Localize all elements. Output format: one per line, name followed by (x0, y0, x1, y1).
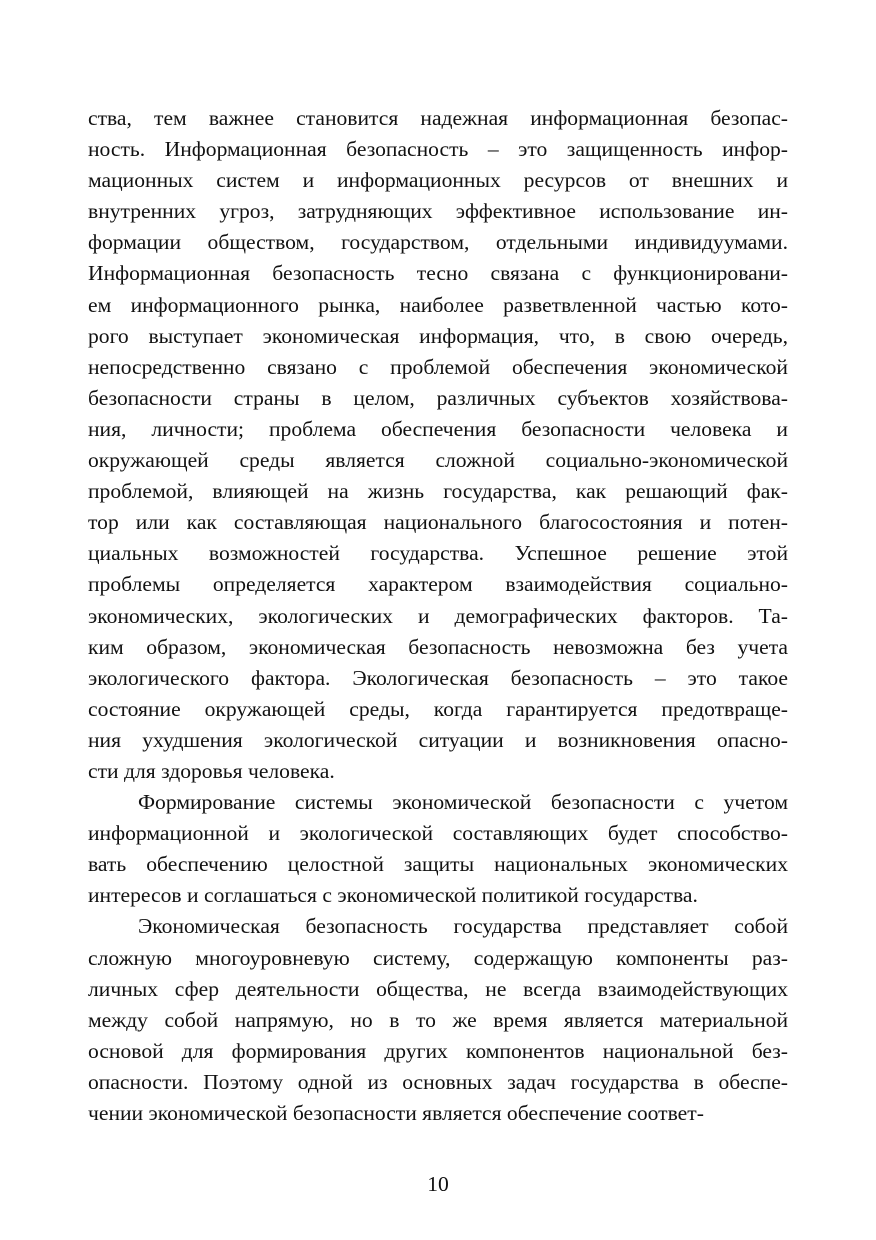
page-number: 10 (427, 1172, 449, 1196)
text-line: вать обеспечению целостной защиты национальных экономических (88, 852, 788, 877)
text-line: мационных систем и информационных ресурсов от внешних и (88, 168, 788, 193)
body-text (88, 103, 788, 1129)
text-line: ем информационного рынка, наиболее разветвленной частью кото- (88, 292, 788, 317)
text-line: внутренних угроз, затрудняющих эффективное использование ин- (88, 199, 788, 224)
text-line: безопасности страны в целом, различных субъектов хозяйствова- (88, 385, 788, 410)
text-line: ния ухудшения экологической ситуации и возникновения опасно- (88, 727, 788, 752)
text-line: ким образом, экономическая безопасность невозможна без учета (88, 634, 788, 659)
text-line: формации обществом, государством, отдельными индивидуумами. (88, 230, 788, 255)
paragraph-2 (88, 787, 788, 911)
text-line: непосредственно связано с проблемой обеспечения экономической (88, 354, 788, 379)
text-line: Информационная безопасность тесно связана с функционировани- (88, 261, 788, 286)
text-line: между собой напрямую, но в то же время является материальной (88, 1007, 788, 1032)
paragraph-3 (88, 911, 788, 1129)
text-line: основой для формирования других компонентов национальной без- (88, 1038, 788, 1063)
text-line: ства, тем важнее становится надежная информационная безопас- (88, 106, 788, 130)
text-line: проблемой, влияющей на жизнь государства, как решающий фак- (88, 479, 788, 504)
paragraph-1 (88, 103, 788, 787)
text-line: тор или как составляющая национального благосостояния и потен- (88, 510, 788, 535)
text-line: Экономическая безопасность государства представляет собой (138, 914, 788, 939)
text-line: Формирование системы экономической безопасности с учетом (138, 790, 788, 815)
text-line: опасности. Поэтому одной из основных задач государства в обеспе- (88, 1069, 788, 1094)
text-line: ния, личности; проблема обеспечения безопасности человека и (88, 416, 788, 441)
text-line: сти для здоровья человека. (88, 758, 335, 783)
text-line: чении экономической безопасности является обеспечение соответ- (88, 1101, 704, 1125)
text-line: циальных возможностей государства. Успешное решение этой (88, 541, 788, 566)
text-line: сложную многоуровневую систему, содержащую компоненты раз- (88, 945, 788, 970)
text-line: окружающей среды является сложной социально-экономической (88, 448, 788, 473)
text-line: проблемы определяется характером взаимодействия социально- (88, 572, 788, 597)
text-line: личных сфер деятельности общества, не всегда взаимодействующих (88, 976, 788, 1001)
text-line: рого выступает экономическая информация, что, в свою очередь, (88, 323, 788, 348)
text-line: экологического фактора. Экологическая безопасность – это такое (88, 665, 788, 690)
text-line: интересов и соглашаться с экономической политикой государства. (88, 883, 698, 908)
text-line: ность. Информационная безопасность – это защищенность инфор- (88, 137, 788, 162)
text-line: информационной и экологической составляющих будет способство- (88, 821, 788, 846)
text-line: экономических, экологических и демографических факторов. Та- (88, 603, 788, 628)
text-line: состояние окружающей среды, когда гарантируется предотвраще- (88, 696, 788, 721)
